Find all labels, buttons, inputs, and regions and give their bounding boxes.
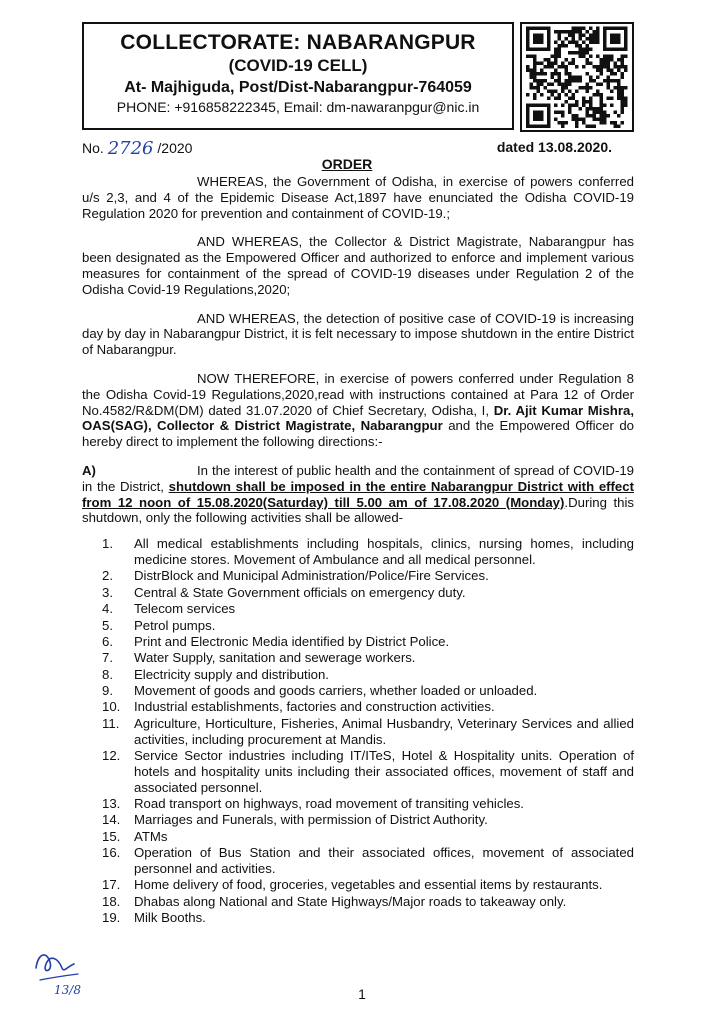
direction-text: Dhabas along National and State Highways/Major roads to takeaway only.: [134, 893, 567, 909]
direction-item: [82, 748, 634, 795]
direction-item: [82, 634, 634, 650]
order-body: [82, 174, 634, 927]
direction-number: 7.: [102, 650, 113, 666]
direction-text: Telecom services: [134, 601, 236, 617]
direction-text: Central & State Government officials on emergency duty.: [134, 584, 466, 600]
direction-item: [82, 910, 634, 926]
office-contact: PHONE: +916858222345, Email: dm-nawaranpgur@nic.in: [116, 99, 480, 115]
order-number-value: 2726: [107, 138, 154, 159]
direction-text: All medical establishments including hospitals, clinics, nursing homes, including medicine stores. Movement of Ambulance and all medical personnel.: [134, 536, 634, 567]
office-title: COLLECTORATE: NABARANGPUR: [120, 31, 476, 54]
direction-number: 9.: [102, 683, 113, 699]
direction-item: [82, 536, 634, 568]
section-a-paragraph: [82, 463, 634, 526]
direction-text: ATMs: [134, 828, 168, 844]
signature-date: 13/8: [54, 983, 81, 997]
direction-text: Movement of goods and goods carriers, whether loaded or unloaded.: [134, 683, 538, 699]
direction-text: DistrBlock and Municipal Administration/Police/Fire Services.: [134, 568, 489, 584]
direction-number: 18.: [102, 893, 121, 909]
direction-text: Electricity supply and distribution.: [134, 666, 329, 682]
direction-text: Marriages and Funerals, with permission of District Authority.: [134, 812, 488, 828]
order-heading: ORDER: [321, 156, 373, 172]
order-date: dated 13.08.2020.: [496, 139, 612, 155]
direction-number: 13.: [102, 796, 121, 812]
direction-number: 6.: [102, 633, 113, 649]
direction-number: 10.: [102, 699, 121, 715]
direction-item: [82, 585, 634, 601]
direction-text: Road transport on highways, road movement of transiting vehicles.: [134, 796, 524, 812]
direction-number: 14.: [102, 812, 121, 828]
direction-number: 17.: [102, 877, 121, 893]
and-whereas-paragraph-2: AND WHEREAS, the detection of positive case of COVID-19 is increasing day by day in Nabarangpur District, it is felt necessary to impose shutdown in the entire District of Nabarangpur.: [82, 310, 634, 358]
direction-number: 12.: [102, 748, 121, 764]
direction-item: [82, 877, 634, 893]
now-therefore-part2: and the Empowered Officer do hereby direct to implement the following directions:-: [82, 418, 634, 450]
direction-number: 1.: [102, 536, 113, 552]
direction-number: 11.: [102, 715, 120, 731]
direction-item: [82, 796, 634, 812]
direction-text: Home delivery of food, groceries, vegetables and essential items by restaurants.: [134, 877, 603, 893]
direction-item: [82, 894, 634, 910]
direction-item: [82, 618, 634, 634]
direction-text: Milk Booths.: [134, 910, 206, 926]
section-a-tail: .During this shutdown, only the following activities shall be allowed-: [82, 494, 634, 526]
direction-text: Industrial establishments, factories and construction activities.: [134, 699, 495, 715]
direction-text: Agriculture, Horticulture, Fisheries, Animal Husbandry, Veterinary Services and allied activities, including procurement at Mandis.: [134, 715, 634, 747]
letterhead: [82, 22, 514, 130]
direction-number: 15.: [102, 828, 121, 844]
direction-item: [82, 650, 634, 666]
office-subtitle: (COVID-19 CELL): [228, 56, 368, 75]
section-a-intro: In the interest of public health and the containment of spread of COVID-19 in the District,: [82, 462, 634, 494]
and-whereas-paragraph-1: AND WHEREAS, the Collector & District Magistrate, Nabarangpur has been designated as the Empowered Officer and authorized to enforce and implement various measures for containment of the spread of COVID-19 diseases under Regulation 2 of the Odisha Covid-19 Regulations,2020;: [82, 234, 634, 297]
qr-code: [520, 22, 634, 132]
order-meta: [82, 136, 612, 158]
direction-number: 16.: [102, 845, 121, 861]
direction-text: Print and Electronic Media identified by District Police.: [134, 633, 450, 649]
whereas-paragraph: WHEREAS, the Government of Odisha, in exercise of powers conferred u/s 2,3, and 4 of the Epidemic Disease Act,1897 have enunciated the Odisha COVID-19 Regulation 2020 for prevention and containment of COVID-19.;: [82, 174, 634, 221]
direction-item: [82, 829, 634, 845]
allowed-activities-list: [82, 536, 634, 926]
shutdown-period: shutdown shall be imposed in the entire Nabarangpur District with effect from 12 noon of 15.08.2020(Saturday) till 5.00 am of 17.08.2020 (Monday): [82, 478, 634, 510]
direction-number: 19.: [102, 910, 121, 926]
now-therefore-paragraph: [82, 371, 634, 450]
direction-number: 4.: [102, 601, 113, 617]
direction-text: Water Supply, sanitation and sewerage workers.: [134, 650, 416, 666]
office-address: At- Majhiguda, Post/Dist-Nabarangpur-764059: [124, 79, 472, 96]
now-therefore-part1: NOW THEREFORE, in exercise of powers conferred under Regulation 8 the Odisha Covid-19 Regulations,2020,read with instructions contained at Para 12 of Order No.4582/R&DM(DM) dated 31.07.2020 of Chief Secretary, Odisha, I,: [82, 370, 634, 418]
direction-item: [82, 699, 634, 715]
direction-item: [82, 812, 634, 828]
direction-item: [82, 845, 634, 877]
direction-number: 8.: [102, 666, 113, 682]
direction-item: [82, 568, 634, 584]
direction-item: [82, 601, 634, 617]
direction-item: [82, 667, 634, 683]
order-number-year: /2020: [157, 140, 193, 156]
direction-item: [82, 683, 634, 699]
direction-item: [82, 716, 634, 748]
order-number-label: No.: [82, 140, 104, 156]
qr-code-pattern: [522, 24, 632, 130]
direction-number: 2.: [102, 568, 113, 584]
section-a-label: A): [82, 462, 96, 478]
direction-text: Service Sector industries including IT/ITeS, Hotel & Hospitality units. Operation of hotels and hospitality units including their associated offices, movement of staff and associated personnel.: [134, 748, 634, 795]
direction-text: Petrol pumps.: [134, 617, 216, 633]
direction-number: 3.: [102, 584, 113, 600]
page-number: 1: [358, 986, 366, 1002]
direction-number: 5.: [102, 617, 113, 633]
officer-name: Dr. Ajit Kumar Mishra, OAS(SAG), Collector & District Magistrate, Nabarangpur: [82, 402, 634, 434]
direction-text: Operation of Bus Station and their associated offices, movement of associated personnel and activities.: [134, 845, 634, 876]
